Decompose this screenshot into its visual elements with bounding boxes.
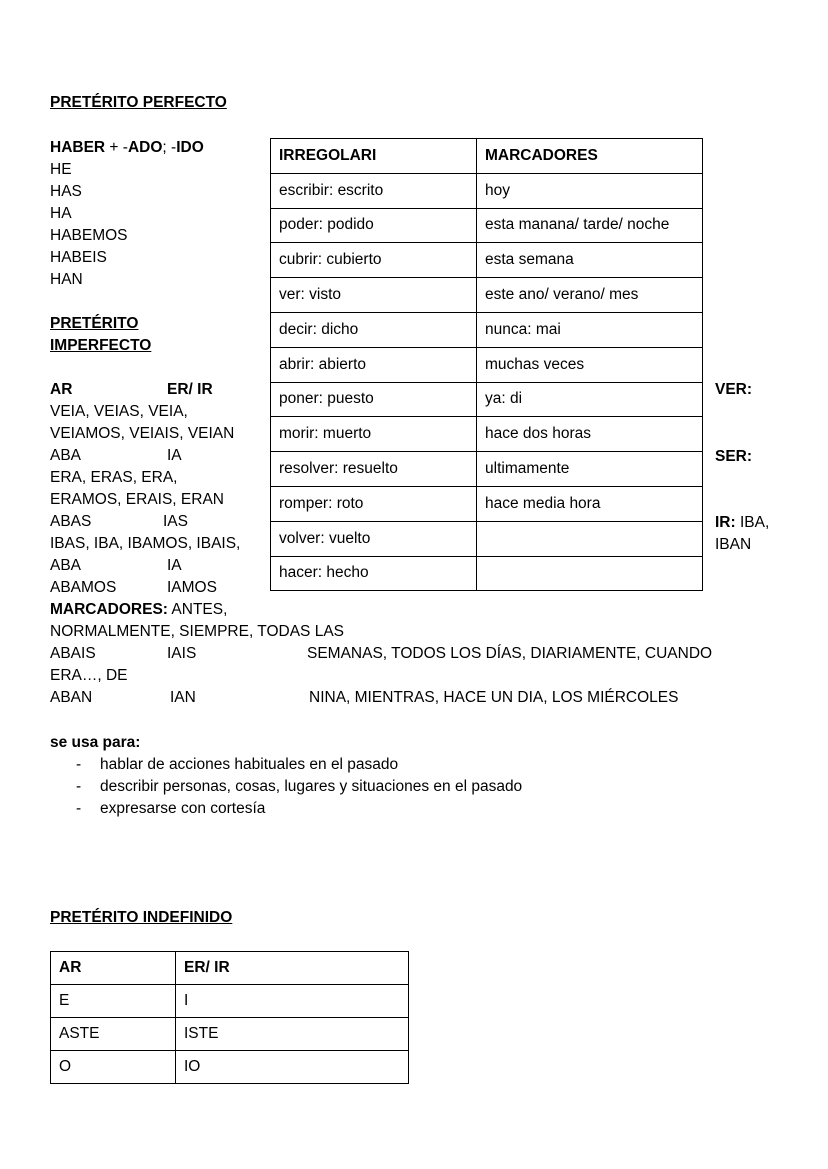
marcador-cell: hace media hora — [477, 486, 703, 521]
usage-item-text: expresarse con cortesía — [100, 800, 266, 817]
section-title-indefinido: PRETÉRITO INDEFINIDO — [50, 909, 233, 926]
irregular-cell: volver: vuelto — [271, 521, 477, 556]
er-ir-ending-cell: IO — [176, 1051, 409, 1084]
header-ar: AR — [51, 952, 176, 985]
marcador-cell: este ano/ verano/ mes — [477, 278, 703, 313]
conjugation-has: HAS — [50, 183, 82, 200]
table-row — [271, 521, 703, 556]
irregular-table — [270, 138, 703, 591]
marcadores-text-1: ANTES, — [167, 601, 228, 618]
side-note-ver: VER: — [715, 381, 753, 398]
formula-haber: HABER — [50, 139, 106, 156]
er-ir-ending-cell: ISTE — [176, 1018, 409, 1051]
ending-aba-2: ABA — [50, 557, 82, 574]
usage-item-text: describir personas, cosas, lugares y situaciones en el pasado — [100, 778, 523, 795]
ar-ending-cell: O — [51, 1051, 176, 1084]
ending-ias: IAS — [163, 513, 188, 530]
table-row — [271, 312, 703, 347]
perfecto-formula — [50, 137, 204, 159]
list-item — [50, 754, 522, 776]
side-note-ir-2: IBAN — [715, 536, 752, 553]
ending-abamos: ABAMOS — [50, 579, 117, 596]
table-row — [271, 452, 703, 487]
conjugation-habeis: HABEIS — [50, 249, 107, 266]
marcador-cell — [477, 556, 703, 591]
marcador-cell — [477, 521, 703, 556]
header-irregolari: IRREGOLARI — [271, 139, 477, 174]
section-title-perfecto: PRETÉRITO PERFECTO — [50, 94, 227, 111]
marcadores-line-5: NINA, MIENTRAS, HACE UN DIA, LOS MIÉRCOLES — [309, 689, 679, 706]
table-header-row — [271, 139, 703, 174]
list-item — [50, 776, 522, 798]
table-row — [51, 985, 409, 1018]
irregular-cell: abrir: abierto — [271, 347, 477, 382]
table-row — [271, 173, 703, 208]
ir-label: IR: — [715, 514, 736, 531]
era-line-1: ERA, ERAS, ERA, — [50, 469, 178, 486]
ending-iamos: IAMOS — [167, 579, 217, 596]
veia-line-1: VEIA, VEIAS, VEIA, — [50, 403, 188, 420]
table-row — [51, 1051, 409, 1084]
conjugation-han: HAN — [50, 271, 83, 288]
conjugation-habemos: HABEMOS — [50, 227, 128, 244]
ending-abais: ABAIS — [50, 645, 96, 662]
ending-ia: IA — [167, 447, 182, 464]
table-row — [271, 347, 703, 382]
table-row — [271, 486, 703, 521]
indefinido-table — [50, 951, 409, 1084]
table-row — [271, 278, 703, 313]
table-header-row — [51, 952, 409, 985]
ir-text-1: IBA, — [735, 514, 770, 531]
irregular-cell: escribir: escrito — [271, 173, 477, 208]
marcador-cell: hace dos horas — [477, 417, 703, 452]
irregular-cell: resolver: resuelto — [271, 452, 477, 487]
era-line-2: ERAMOS, ERAIS, ERAN — [50, 491, 224, 508]
marcador-cell: esta manana/ tarde/ noche — [477, 208, 703, 243]
veia-line-2: VEIAMOS, VEIAIS, VEIAN — [50, 425, 235, 442]
marcadores-line-1 — [50, 599, 227, 621]
ending-ia-2: IA — [167, 557, 182, 574]
table-row — [51, 1018, 409, 1051]
ending-aba: ABA — [50, 447, 82, 464]
irregular-cell: romper: roto — [271, 486, 477, 521]
er-ir-ending-cell: I — [176, 985, 409, 1018]
ending-iais: IAIS — [167, 645, 197, 662]
formula-ido: IDO — [176, 139, 204, 156]
irregular-cell: hacer: hecho — [271, 556, 477, 591]
marcador-cell: esta semana — [477, 243, 703, 278]
marcador-cell: muchas veces — [477, 347, 703, 382]
irregular-cell: decir: dicho — [271, 312, 477, 347]
side-note-ser: SER: — [715, 448, 753, 465]
ar-ending-cell: ASTE — [51, 1018, 176, 1051]
imperfecto-col-er-ir: ER/ IR — [167, 381, 213, 398]
table-row — [271, 556, 703, 591]
ending-ian: IAN — [170, 689, 196, 706]
section-title-imperfecto-2: IMPERFECTO — [50, 337, 152, 354]
table-row — [271, 243, 703, 278]
irregular-cell: cubrir: cubierto — [271, 243, 477, 278]
irregular-cell: poner: puesto — [271, 382, 477, 417]
marcador-cell: ultimamente — [477, 452, 703, 487]
marcador-cell: hoy — [477, 173, 703, 208]
imperfecto-col-ar: AR — [50, 381, 73, 398]
marcador-cell: ya: di — [477, 382, 703, 417]
header-er-ir: ER/ IR — [176, 952, 409, 985]
formula-ado: ADO — [127, 139, 163, 156]
marcadores-label: MARCADORES: — [50, 601, 168, 618]
ending-abas: ABAS — [50, 513, 92, 530]
table-row — [271, 417, 703, 452]
marcador-cell: nunca: mai — [477, 312, 703, 347]
table-row — [271, 208, 703, 243]
section-title-imperfecto-1: PRETÉRITO — [50, 315, 139, 332]
list-item — [50, 798, 522, 820]
usage-title: se usa para: — [50, 734, 141, 751]
side-note-ir — [715, 512, 769, 534]
header-marcadores: MARCADORES — [477, 139, 703, 174]
ending-aban: ABAN — [50, 689, 93, 706]
marcadores-line-4: ERA…, DE — [50, 667, 128, 684]
irregular-cell: morir: muerto — [271, 417, 477, 452]
iba-line: IBAS, IBA, IBAMOS, IBAIS, — [50, 535, 241, 552]
conjugation-he: HE — [50, 161, 72, 178]
conjugation-ha: HA — [50, 205, 72, 222]
table-row — [271, 382, 703, 417]
usage-item-text: hablar de acciones habituales en el pasado — [100, 756, 399, 773]
usage-list — [50, 754, 522, 820]
formula-plus: + - — [105, 139, 128, 156]
irregular-cell: poder: podido — [271, 208, 477, 243]
marcadores-line-2: NORMALMENTE, SIEMPRE, TODAS LAS — [50, 623, 344, 640]
irregular-cell: ver: visto — [271, 278, 477, 313]
formula-sep: ; - — [162, 139, 177, 156]
marcadores-line-3: SEMANAS, TODOS LOS DÍAS, DIARIAMENTE, CUANDO — [307, 645, 713, 662]
ar-ending-cell: E — [51, 985, 176, 1018]
